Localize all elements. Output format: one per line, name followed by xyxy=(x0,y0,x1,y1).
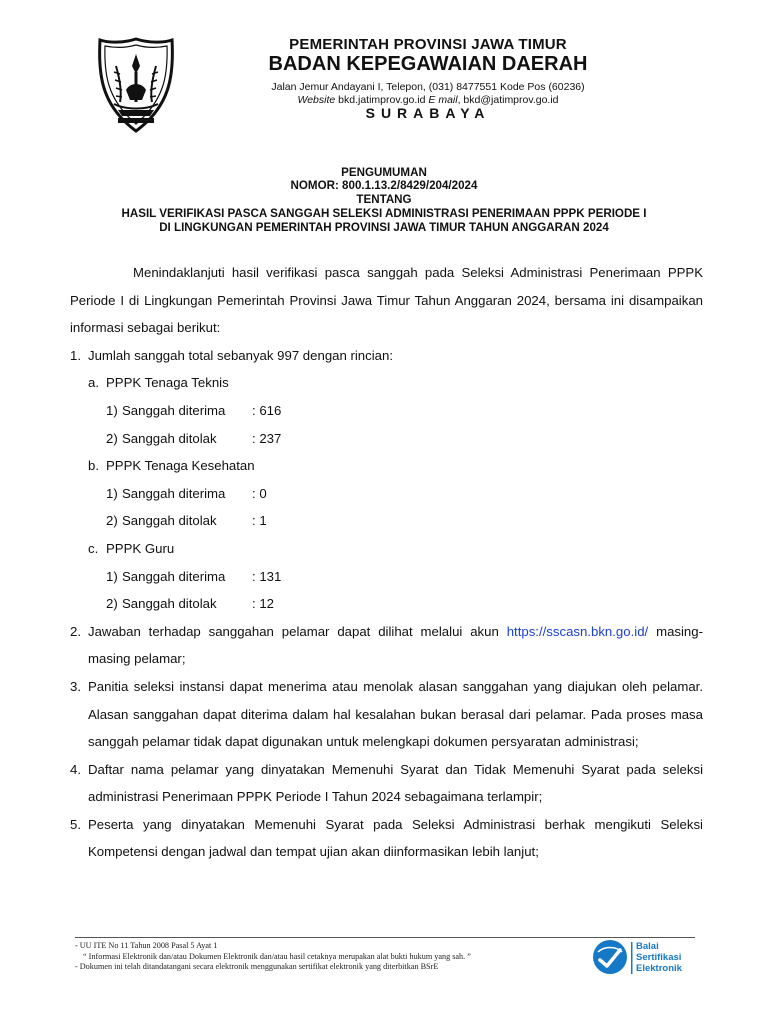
bsre-logo-text xyxy=(636,941,682,974)
agency-address: Jalan Jemur Andayani I, Telepon, (031) 8477551 Kode Pos (60236) xyxy=(271,81,585,93)
stat-value: : 0 xyxy=(252,485,267,501)
announcement-heading: PENGUMUMAN xyxy=(341,166,427,179)
stat-value: : 616 xyxy=(252,402,282,418)
item-number: 5. xyxy=(70,816,81,832)
list-item xyxy=(70,756,703,811)
bsre-text-line3: Elektronik xyxy=(636,963,682,974)
announcement-subject-line2: DI LINGKUNGAN PEMERINTAH PROVINSI JAWA TIMUR TAHUN ANGGARAN 2024 xyxy=(159,221,609,234)
item-number: 4. xyxy=(70,761,81,777)
bsre-text-line2: Sertifikasi xyxy=(636,952,682,963)
item-text: masing-masing pelamar; xyxy=(88,623,703,667)
footer-notes xyxy=(75,941,595,973)
group-letter: a. xyxy=(88,375,99,391)
stat-value: : 12 xyxy=(252,596,274,612)
item-text: Peserta yang dinyatakan Memenuhi Syarat pada Seleksi Administrasi berhak mengikuti Seleksi Kompetensi dengan jadwal dan tempat ujian akan diinformasikan lebih lanjut; xyxy=(88,816,703,860)
footer-law-reference: - UU ITE No 11 Tahun 2008 Pasal 5 Ayat 1 xyxy=(75,941,218,950)
announcement-subject-line1: HASIL VERIFIKASI PASCA SANGGAH SELEKSI ADMINISTRASI PENERIMAAN PPPK PERIODE I xyxy=(121,207,647,220)
announcement-about: TENTANG xyxy=(356,193,412,206)
website-label: Website xyxy=(297,94,336,106)
stat-number: 2) xyxy=(106,430,118,446)
stat-number: 1) xyxy=(106,402,118,418)
footer-signature-note: - Dokumen ini telah ditandatangani secara elektronik menggunakan sertifikat elektronik yang diterbitkan BSrE xyxy=(75,962,439,971)
list-item xyxy=(70,673,703,756)
stat-label: Sanggah ditolak xyxy=(122,513,217,529)
website-url[interactable]: bkd.jatimprov.go.id xyxy=(335,94,429,106)
stat-number: 1) xyxy=(106,568,118,584)
agency-name: BADAN KEPEGAWAIAN DAERAH xyxy=(268,53,588,75)
group-item xyxy=(70,452,703,480)
stat-row xyxy=(70,590,703,618)
item-number: 3. xyxy=(70,678,81,694)
stat-value: : 131 xyxy=(252,568,282,584)
group-item xyxy=(70,369,703,397)
stat-label: Sanggah ditolak xyxy=(122,430,217,446)
announcement-body xyxy=(70,259,703,866)
stat-row xyxy=(70,563,703,591)
list-item xyxy=(70,811,703,866)
email-address[interactable]: , bkd@jatimprov.go.id xyxy=(457,94,559,106)
item-text: Jumlah sanggah total sebanyak 997 dengan rincian: xyxy=(88,347,393,363)
email-label: E mail xyxy=(428,94,458,106)
bsre-text-line1: Balai xyxy=(636,941,659,952)
stat-label: Sanggah diterima xyxy=(122,485,226,501)
coat-of-arms-icon xyxy=(96,36,176,134)
group-item xyxy=(70,535,703,563)
stat-row xyxy=(70,507,703,535)
intro-paragraph: Menindaklanjuti hasil verifikasi pasca sanggah pada Seleksi Administrasi Penerimaan PPPK Periode I di Lingkungan Pemerintah Provinsi Jawa Timur Tahun Anggaran 2024, bersama ini disampaikan informasi sebagai berikut: xyxy=(70,265,703,336)
item-number: 2. xyxy=(70,623,81,639)
list-item xyxy=(70,342,703,370)
stat-label: Sanggah diterima xyxy=(122,568,226,584)
stat-value: : 237 xyxy=(252,430,282,446)
stat-number: 2) xyxy=(106,513,118,529)
group-name: PPPK Tenaga Teknis xyxy=(106,375,229,391)
item-text: Daftar nama pelamar yang dinyatakan Memenuhi Syarat dan Tidak Memenuhi Syarat pada seleksi administrasi Penerimaan PPPK Periode I Tahun 2024 sebagaimana terlampir; xyxy=(88,761,703,805)
stat-value: : 1 xyxy=(252,513,267,529)
item-text: Panitia seleksi instansi dapat menerima atau menolak alasan sanggahan yang diajukan oleh pelamar. Alasan sanggahan dapat diterima dalam hal kesalahan bukan berasal dari pelamar. Pada proses masa sanggah pelamar tidak dapat digunakan untuk melengkapi dokumen persyaratan administrasi; xyxy=(88,678,703,750)
group-letter: c. xyxy=(88,540,99,556)
announcement-number: NOMOR: 800.1.13.2/8429/204/2024 xyxy=(290,179,478,192)
list-item xyxy=(70,618,703,673)
group-name: PPPK Tenaga Kesehatan xyxy=(106,458,255,474)
stat-row xyxy=(70,480,703,508)
group-letter: b. xyxy=(88,458,99,474)
stat-row xyxy=(70,425,703,453)
province-name: PEMERINTAH PROVINSI JAWA TIMUR xyxy=(289,36,567,53)
item-number: 1. xyxy=(70,347,81,363)
stat-number: 2) xyxy=(106,596,118,612)
stat-label: Sanggah ditolak xyxy=(122,596,217,612)
stat-label: Sanggah diterima xyxy=(122,402,226,418)
footer-law-quote: “ Informasi Elektronik dan/atau Dokumen Elektronik dan/atau hasil cetaknya merupakan alat bukti hukum yang sah. ” xyxy=(83,951,471,961)
city-name: SURABAYA xyxy=(365,105,491,121)
sscasn-link[interactable]: https://sscasn.bkn.go.id/ xyxy=(506,623,649,639)
item-text: Jawaban terhadap sanggahan pelamar dapat dilihat melalui akun xyxy=(88,623,507,639)
group-name: PPPK Guru xyxy=(106,540,175,556)
stat-number: 1) xyxy=(106,485,118,501)
stat-row xyxy=(70,397,703,425)
